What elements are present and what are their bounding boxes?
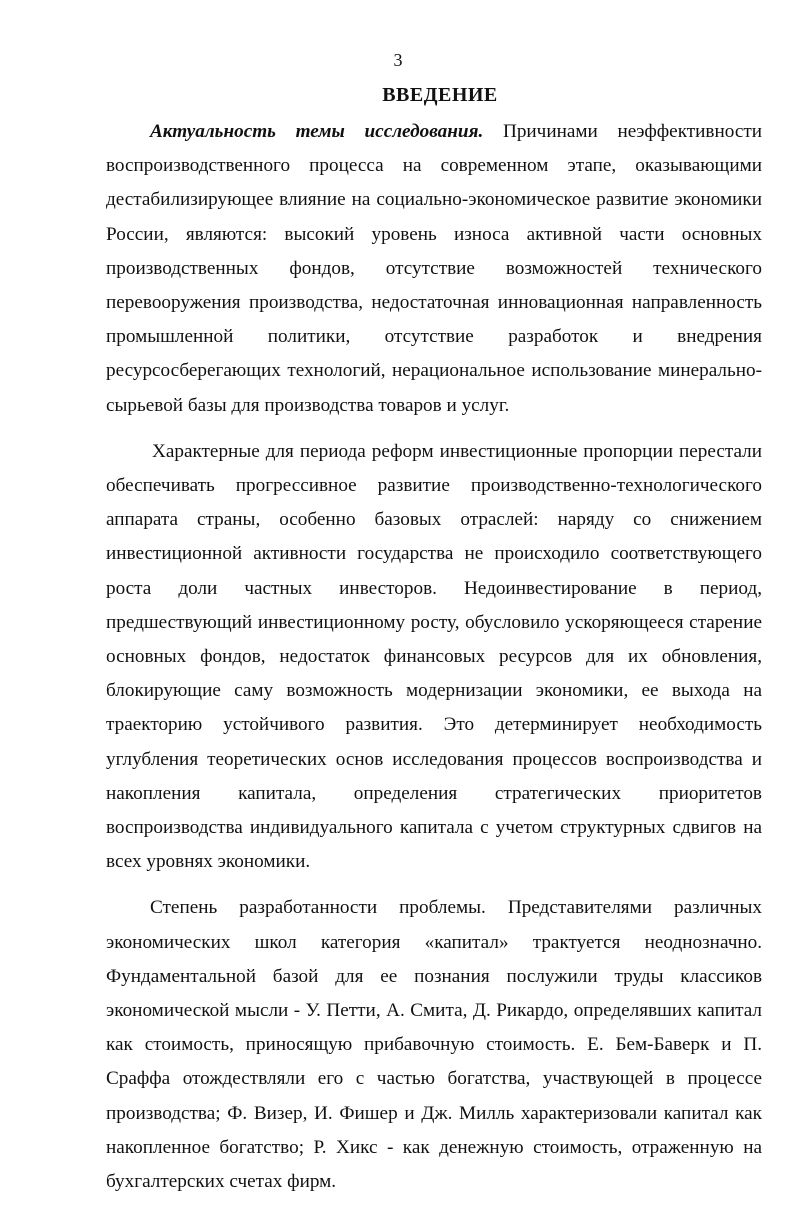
paragraph-relevance (106, 115, 762, 423)
body-text (106, 115, 762, 1211)
paragraph-text: Причинами неэффективности воспроизводственного процесса на современном этапе, оказывающими дестабилизирующее влияние на социально-экономическое развитие экономики России, являются: высокий уровень износа активной части основных производственных фондов, отсутствие возможностей технического перевооружения производства, недостаточная инновационная направленность промышленной политики, отсутствие разработок и внедрения ресурсосберегающих технологий, нерациональное использование минерально-сырьевой базы для производства товаров и услуг. (106, 121, 762, 416)
paragraph-investment (106, 435, 762, 880)
page-number: 3 (393, 50, 403, 70)
paragraph-development-degree (106, 891, 762, 1199)
page-title: ВВЕДЕНИЕ (382, 84, 498, 106)
paragraph-text: Степень разработанности проблемы. Представителями различных экономических школ категория «капитал» трактуется неоднозначно. Фундаментальной базой для ее познания послужили труды классиков экономической мысли - У. Петти, А. Смита, Д. Рикардо, определявших капитал как стоимость, приносящую прибавочную стоимость. Е. Бем-Баверк и П. Сраффа отождествляли его с частью богатства, участвующей в процессе производства; Ф. Визер, И. Фишер и Дж. Милль характеризовали капитал как накопленное богатство; Р. Хикс - как денежную стоимость, отраженную на бухгалтерских счетах фирм. (106, 897, 762, 1193)
paragraph-lead: Актуальность темы исследования. (150, 121, 484, 142)
paragraph-text: Характерные для периода реформ инвестиционные пропорции перестали обеспечивать прогрессивное развитие производственно-технологического аппарата страны, особенно базовых отраслей: наряду со снижением инвестиционной активности государства не происходило соответствующего роста доли частных инвесторов. Недоинвестирование в период, предшествующий инвестиционному росту, обусловило ускоряющееся старение основных фондов, недостаток финансовых ресурсов для их обновления, блокирующие саму возможность модернизации экономики, ее выхода на траекторию устойчивого развития. Это детерминирует необходимость углубления теоретических основ исследования процессов воспроизводства и накопления капитала, определения стратегических приоритетов воспроизводства индивидуального капитала с учетом структурных сдвигов на всех уровнях экономики. (106, 440, 762, 873)
